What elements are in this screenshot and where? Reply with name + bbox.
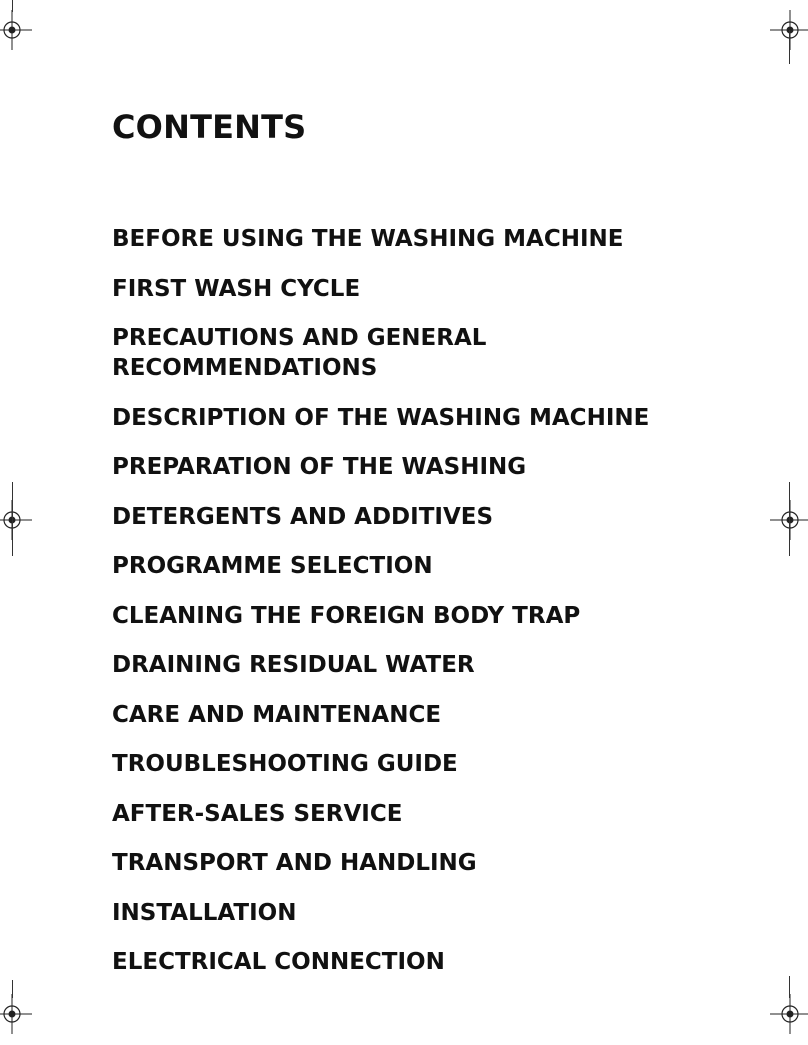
registration-mark-top-left-icon: [0, 10, 32, 50]
contents-item[interactable]: PROGRAMME SELECTION: [112, 553, 433, 579]
trim-line: [12, 482, 13, 556]
page-title: CONTENTS: [112, 108, 307, 146]
contents-item[interactable]: PRECAUTIONS AND GENERAL RECOMMENDATIONS: [112, 325, 487, 381]
contents-item[interactable]: TROUBLESHOOTING GUIDE: [112, 751, 458, 777]
trim-line: [789, 482, 790, 556]
contents-item[interactable]: PREPARATION OF THE WASHING: [112, 454, 527, 480]
contents-item[interactable]: ELECTRICAL CONNECTION: [112, 949, 445, 975]
contents-item[interactable]: DETERGENTS AND ADDITIVES: [112, 503, 494, 530]
trim-line: [789, 976, 790, 998]
contents-item[interactable]: BEFORE USING THE WASHING MACHINE: [112, 226, 624, 252]
contents-list: [112, 224, 752, 997]
contents-item[interactable]: DRAINING RESIDUAL WATER: [112, 652, 475, 678]
registration-mark-bottom-right-icon: [770, 994, 808, 1034]
contents-item[interactable]: CARE AND MAINTENANCE: [112, 701, 442, 728]
contents-item[interactable]: TRANSPORT AND HANDLING: [112, 850, 477, 876]
registration-mark-mid-left-icon: [0, 500, 32, 540]
contents-item[interactable]: INSTALLATION: [112, 899, 297, 926]
trim-line: [789, 30, 790, 64]
trim-line: [12, 980, 13, 998]
contents-item[interactable]: CLEANING THE FOREIGN BODY TRAP: [112, 602, 581, 629]
contents-item[interactable]: FIRST WASH CYCLE: [112, 275, 361, 302]
contents-item[interactable]: AFTER-SALES SERVICE: [112, 800, 403, 827]
trim-line: [12, 0, 13, 12]
registration-mark-bottom-left-icon: [0, 994, 32, 1034]
contents-item[interactable]: DESCRIPTION OF THE WASHING MACHINE: [112, 404, 650, 431]
